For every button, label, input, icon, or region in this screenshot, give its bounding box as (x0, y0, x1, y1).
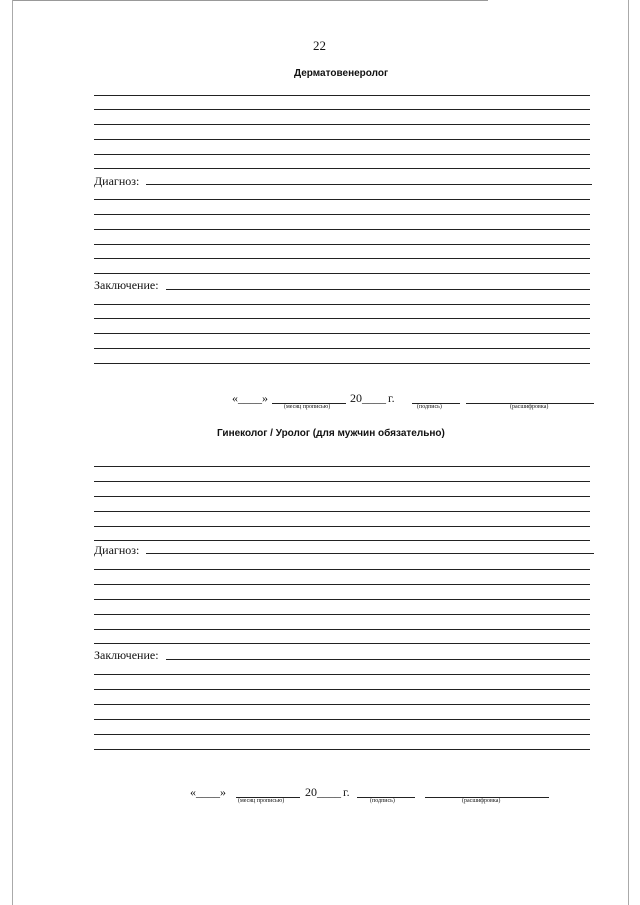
writing-line[interactable] (94, 749, 590, 750)
day-field: «____» (190, 785, 226, 799)
section-title-gynecologist-urologist: Гинеколог / Уролог (для мужчин обязательно) (217, 428, 445, 439)
writing-line[interactable] (94, 273, 590, 274)
conclusion-label: Заключение: (94, 648, 159, 662)
page-border-right (628, 0, 629, 905)
writing-line[interactable] (94, 643, 590, 644)
page-border-top (12, 0, 488, 1)
writing-line[interactable] (94, 154, 590, 155)
writing-line[interactable] (94, 139, 590, 140)
year-suffix: г. (343, 785, 350, 799)
writing-line[interactable] (94, 304, 590, 305)
writing-line[interactable] (94, 674, 590, 675)
writing-line[interactable] (94, 199, 590, 200)
writing-line[interactable] (94, 704, 590, 705)
writing-line[interactable] (94, 214, 590, 215)
writing-line[interactable] (94, 540, 590, 541)
diagnosis-label: Диагноз: (94, 174, 140, 188)
diagnosis-label: Диагноз: (94, 543, 140, 557)
signature-caption: (подпись) (370, 798, 395, 804)
writing-line[interactable] (94, 318, 590, 319)
conclusion-label: Заключение: (94, 278, 159, 292)
writing-line[interactable] (94, 569, 590, 570)
year-suffix: г. (388, 391, 395, 405)
writing-line[interactable] (94, 511, 590, 512)
writing-line[interactable] (94, 109, 590, 110)
decode-caption: (расшифровка) (462, 798, 501, 804)
writing-line[interactable] (94, 629, 590, 630)
writing-line[interactable] (94, 481, 590, 482)
signature-caption: (подпись) (417, 404, 442, 410)
diagnosis-line[interactable] (146, 184, 592, 185)
writing-line[interactable] (94, 229, 590, 230)
diagnosis-line[interactable] (146, 553, 594, 554)
day-field: «____» (232, 391, 268, 405)
page-border-left (12, 0, 13, 905)
writing-line[interactable] (94, 95, 590, 96)
decode-caption: (расшифровка) (510, 404, 549, 410)
writing-line[interactable] (94, 168, 590, 169)
writing-line[interactable] (94, 719, 590, 720)
writing-line[interactable] (94, 333, 590, 334)
month-caption: (месяц прописью) (238, 798, 285, 804)
writing-line[interactable] (94, 584, 590, 585)
writing-line[interactable] (94, 258, 590, 259)
year-field: 20____ (350, 391, 386, 405)
writing-line[interactable] (94, 599, 590, 600)
writing-line[interactable] (94, 466, 590, 467)
writing-line[interactable] (94, 124, 590, 125)
writing-line[interactable] (94, 689, 590, 690)
writing-line[interactable] (94, 496, 590, 497)
year-field: 20____ (305, 785, 341, 799)
writing-line[interactable] (94, 348, 590, 349)
page-number: 22 (313, 38, 326, 53)
month-caption: (месяц прописью) (284, 404, 331, 410)
writing-line[interactable] (94, 526, 590, 527)
conclusion-line[interactable] (166, 289, 590, 290)
writing-line[interactable] (94, 244, 590, 245)
conclusion-line[interactable] (166, 659, 590, 660)
section-title-dermatovenerologist: Дерматовенеролог (294, 68, 389, 79)
writing-line[interactable] (94, 363, 590, 364)
writing-line[interactable] (94, 734, 590, 735)
writing-line[interactable] (94, 614, 590, 615)
